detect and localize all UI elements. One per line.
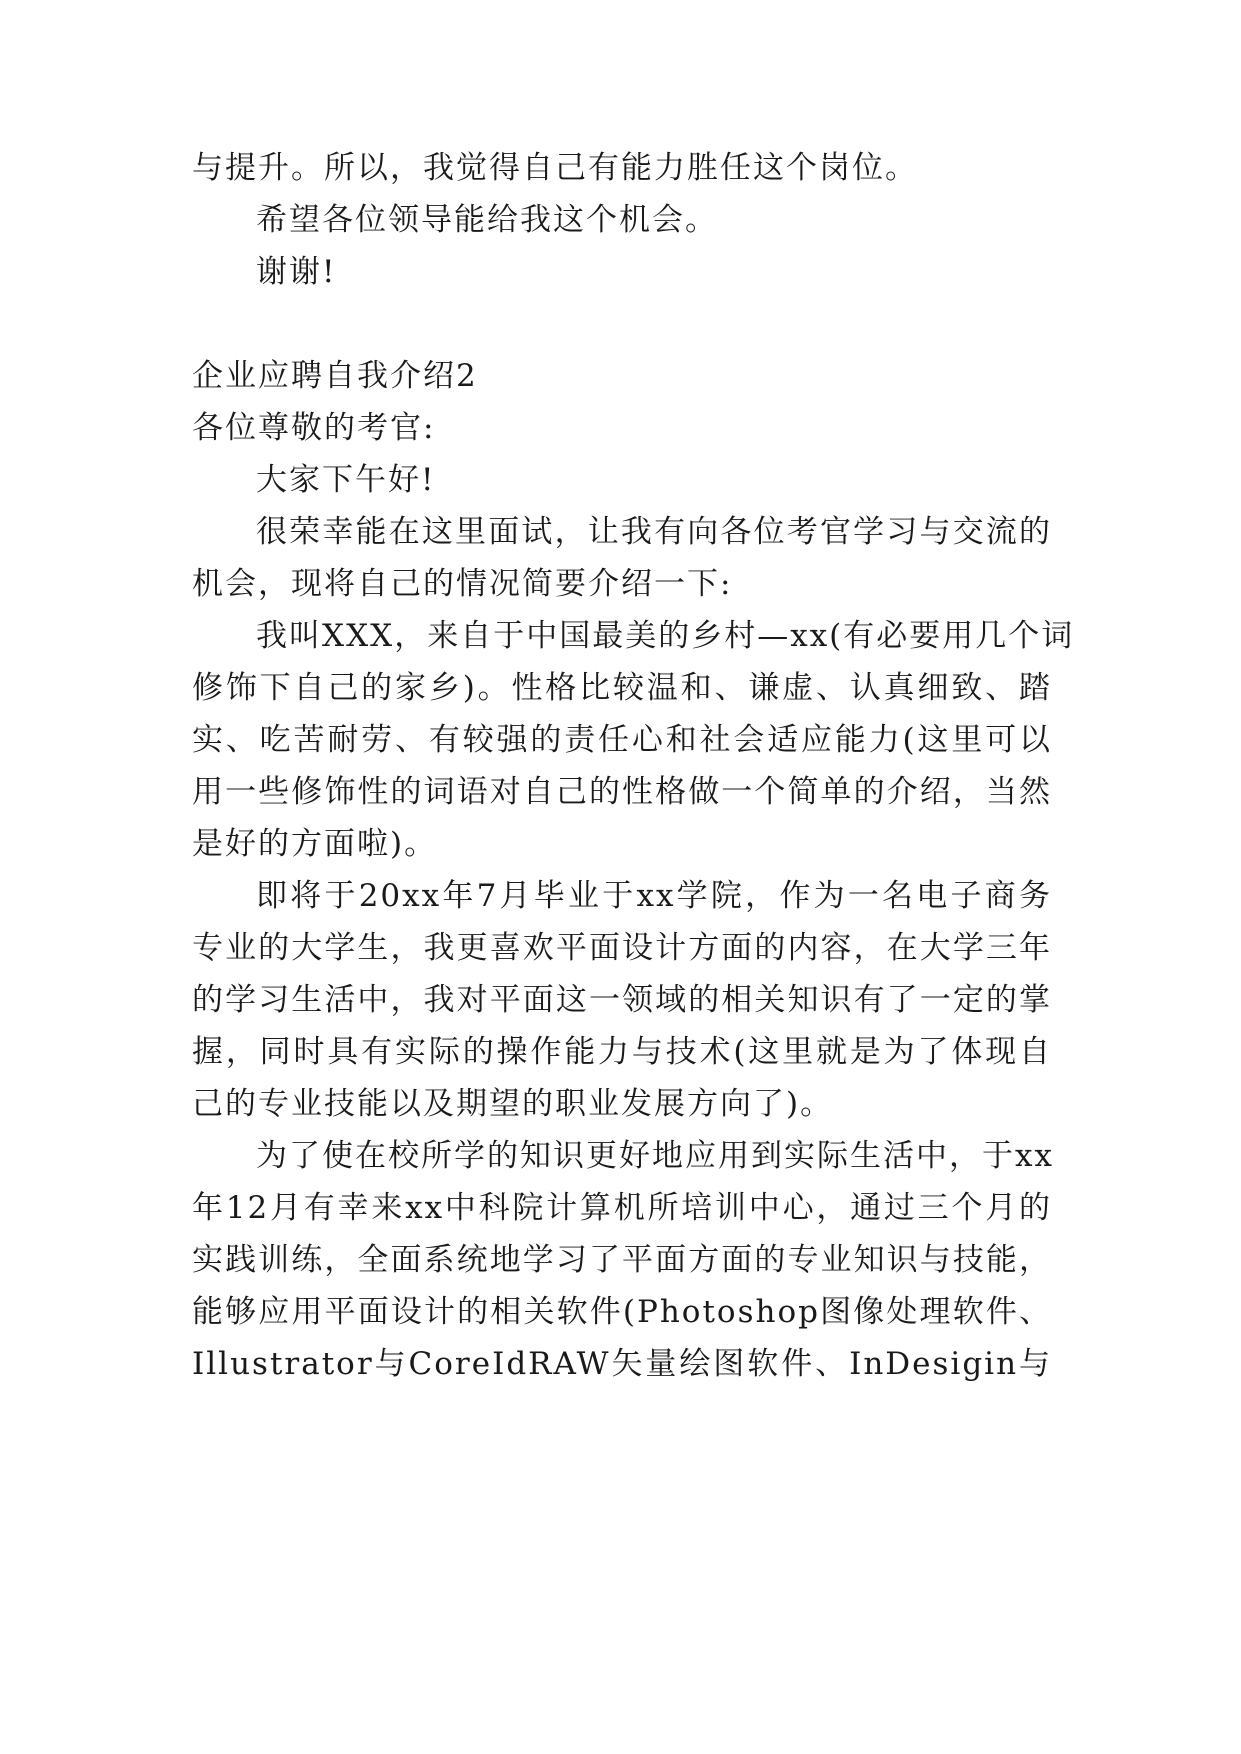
body-line: 即将于20xx年7月毕业于xx学院，作为一名电子商务: [256, 878, 1052, 914]
section-heading: 企业应聘自我介绍2: [192, 358, 478, 394]
body-line: 谢谢!: [256, 254, 337, 290]
body-line: 希望各位领导能给我这个机会。: [256, 202, 718, 238]
body-line: 握，同时具有实际的操作能力与技术(这里就是为了体现自: [192, 1034, 1052, 1070]
body-line: 修饰下自己的家乡)。性格比较温和、谦虚、认真细致、踏: [192, 670, 1052, 706]
body-line: 实、吃苦耐劳、有较强的责任心和社会适应能力(这里可以: [192, 722, 1052, 758]
salutation-line: 各位尊敬的考官:: [192, 410, 436, 446]
body-line: 机会，现将自己的情况简要介绍一下:: [192, 566, 733, 602]
body-line: Illustrator与CoreIdRAW矢量绘图软件、InDesigin与: [192, 1346, 1052, 1382]
body-line: 专业的大学生，我更喜欢平面设计方面的内容，在大学三年: [192, 930, 1052, 966]
body-line: 己的专业技能以及期望的职业发展方向了)。: [192, 1086, 834, 1122]
body-line: 年12月有幸来xx中科院计算机所培训中心，通过三个月的: [192, 1190, 1052, 1226]
body-line: 为了使在校所学的知识更好地应用到实际生活中，于xx: [256, 1138, 1054, 1174]
body-line: 我叫XXX，来自于中国最美的乡村—xx(有必要用几个词: [256, 618, 1075, 654]
body-line: 能够应用平面设计的相关软件(Photoshop图像处理软件、: [192, 1294, 1052, 1330]
body-line: 用一些修饰性的词语对自己的性格做一个简单的介绍，当然: [192, 774, 1052, 810]
body-line: 的学习生活中，我对平面这一领域的相关知识有了一定的掌: [192, 982, 1052, 1018]
body-line: 是好的方面啦)。: [192, 826, 438, 862]
greeting-line: 大家下午好!: [256, 462, 436, 498]
body-line: 很荣幸能在这里面试，让我有向各位考官学习与交流的: [256, 514, 1052, 550]
body-line: 与提升。所以，我觉得自己有能力胜任这个岗位。: [192, 150, 918, 186]
body-line: 实践训练，全面系统地学习了平面方面的专业知识与技能，: [192, 1242, 1052, 1278]
